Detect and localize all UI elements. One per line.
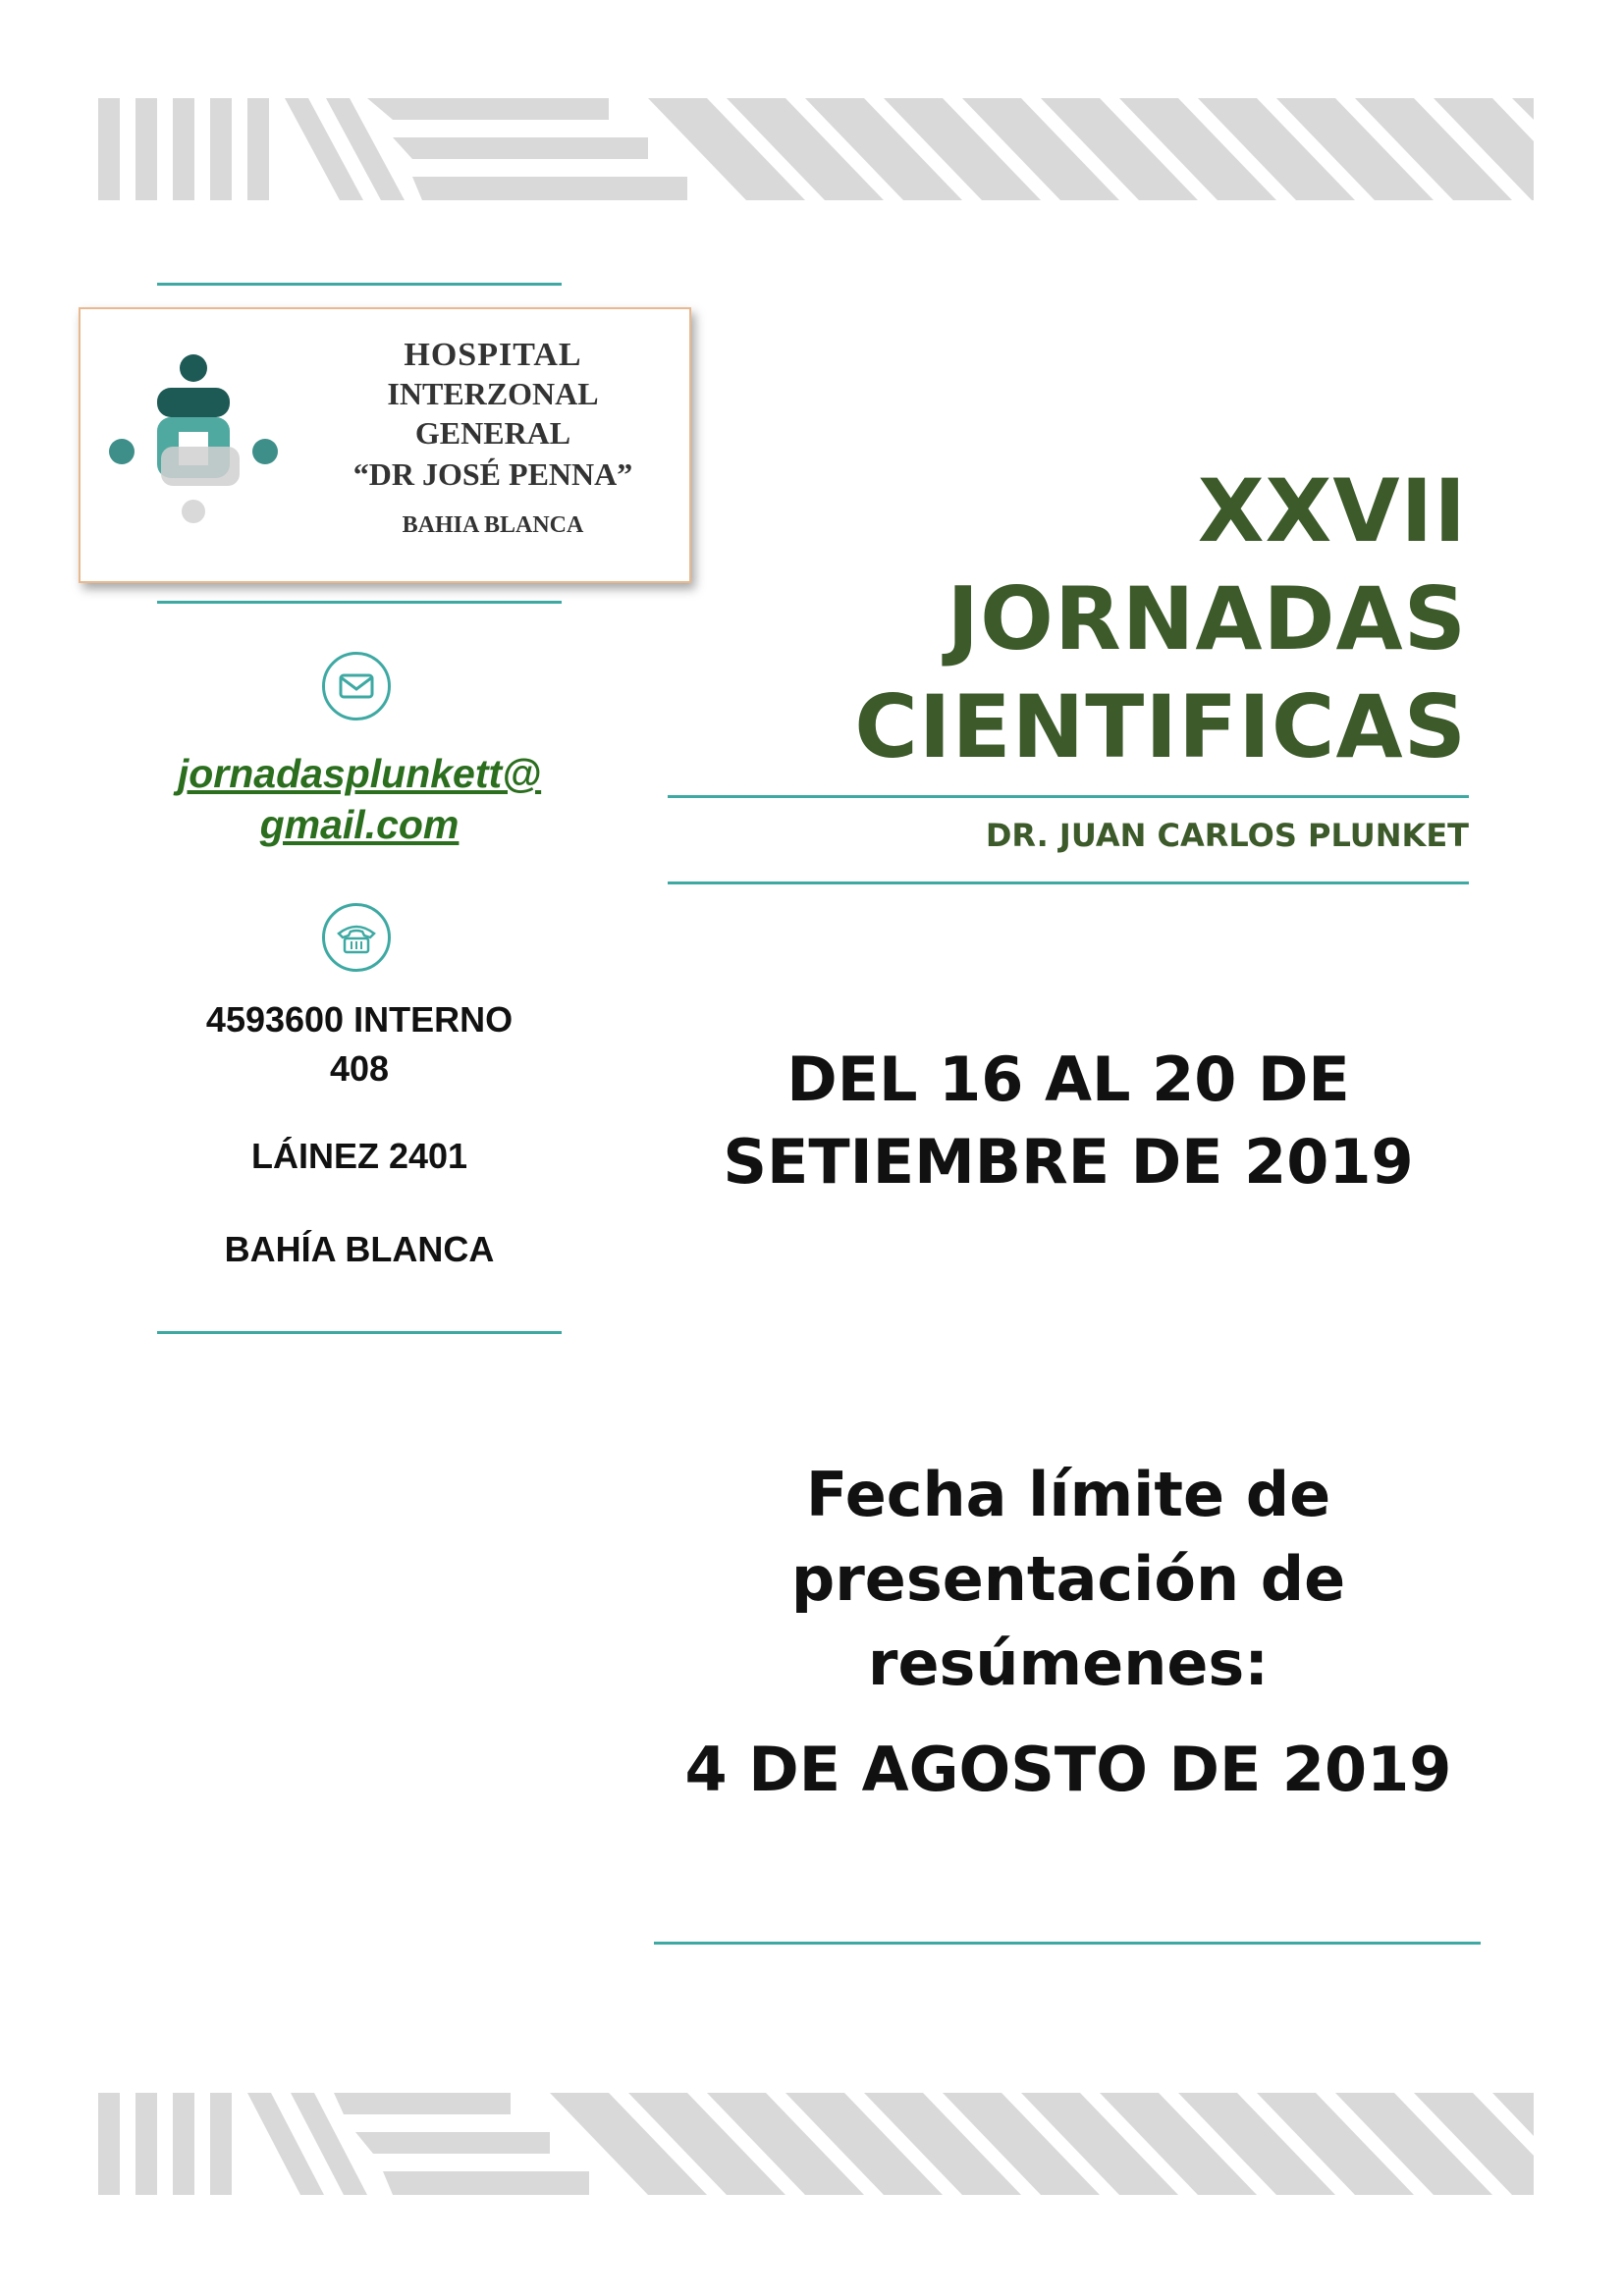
title-line-cientificas: CIENTIFICAS <box>854 676 1467 777</box>
event-dates <box>668 1039 1469 1203</box>
deadline-date: 4 DE AGOSTO DE 2019 <box>684 1734 1452 1805</box>
contact-address: LÁINEZ 2401 <box>250 1136 468 1176</box>
phone-icon <box>322 903 391 972</box>
title-rule-top <box>668 795 1469 798</box>
email-line-2[interactable]: gmail.com <box>259 802 460 847</box>
phone-line-1: 4593600 INTERNO <box>205 999 514 1040</box>
deadline-line-2: presentación de <box>790 1543 1346 1615</box>
top-decorative-band <box>98 98 1534 200</box>
email-line-1[interactable]: jornadasplunkett@ <box>177 751 542 796</box>
event-subtitle: DR. JUAN CARLOS PLUNKET <box>985 817 1469 854</box>
logo-line-general: GENERAL <box>414 415 571 451</box>
logo-line-penna: “DR JOSÉ PENNA” <box>352 456 633 492</box>
left-rule-bottom <box>157 1331 562 1334</box>
logo-line-interzonal: INTERZONAL <box>387 376 599 411</box>
deadline-line-3: resúmenes: <box>867 1628 1270 1699</box>
hospital-logo <box>79 307 691 583</box>
title-line-jornadas: JORNADAS <box>947 568 1467 669</box>
deadline-line-1: Fecha límite de <box>805 1459 1331 1530</box>
event-title <box>854 457 1467 781</box>
hospital-emblem-icon <box>100 339 287 525</box>
contact-phone <box>157 995 562 1094</box>
contact-city: BAHÍA BLANCA <box>224 1229 495 1269</box>
contact-email[interactable] <box>157 748 562 850</box>
dates-line-1: DEL 16 AL 20 DE <box>786 1043 1350 1115</box>
mail-icon <box>322 652 391 721</box>
logo-line-bahia: BAHIA BLANCA <box>402 512 584 538</box>
left-rule-top <box>157 283 562 286</box>
left-rule-under-logo <box>157 601 562 604</box>
bottom-decorative-band <box>98 2093 1534 2195</box>
abstract-deadline <box>668 1453 1469 1706</box>
title-line-number: XXVII <box>1197 460 1467 561</box>
title-rule-bottom <box>668 881 1469 884</box>
logo-line-hospital: HOSPITAL <box>404 337 582 373</box>
phone-line-2: 408 <box>329 1048 390 1089</box>
dates-line-2: SETIEMBRE DE 2019 <box>723 1126 1414 1198</box>
bottom-rule <box>654 1942 1481 1945</box>
